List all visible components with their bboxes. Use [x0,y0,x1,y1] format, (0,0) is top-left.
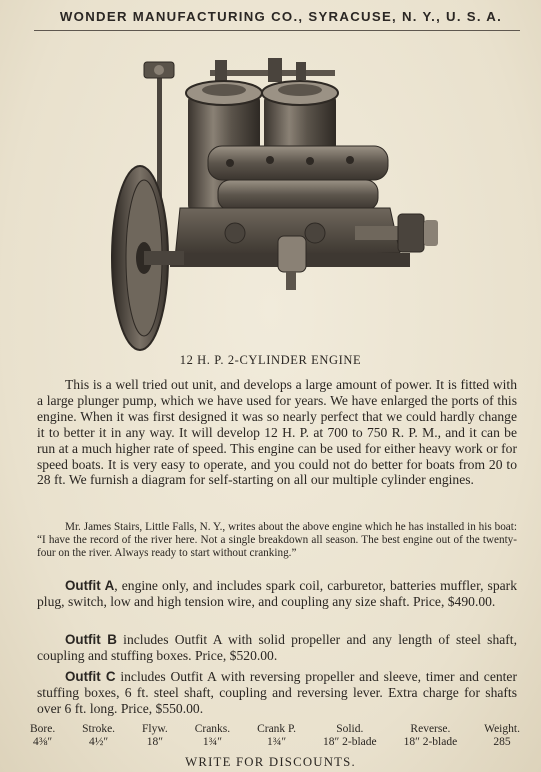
spec-reverse [404,723,458,749]
spec-crank-pin [257,723,296,749]
spec-label: Stroke. [82,723,116,735]
figure-caption: 12 H. P. 2-CYLINDER ENGINE [179,353,362,367]
spec-label: Solid. [336,723,364,735]
spec-value: 1¾″ [202,736,222,748]
spec-cranks [195,723,230,749]
outfit-b [37,632,517,664]
spec-value: 18″ 2-blade [403,736,458,748]
outfit-c [37,669,517,717]
outfit-b-name: Outfit B [65,632,117,647]
spec-label: Weight. [484,723,520,735]
engine-illustration [100,48,450,353]
spec-label: Crank P. [257,723,297,735]
outfit-a [37,578,517,610]
spec-value: 1¾″ [266,736,287,748]
outfit-a-name: Outfit A [65,578,115,593]
spec-label: Bore. [30,723,56,735]
outfit-b-text: includes Outfit A with solid propeller and any length of steel shaft, coupling and stuffing boxes. Price, $520.00. [37,632,517,663]
spec-bore [30,723,55,749]
outfit-c-text: includes Outfit A with reversing propeller and sleeve, timer and center stuffing boxes, 6 ft. steel shaft, coupling and reversing lever. Extra charge for shafts over 6 ft. long. Price, $550.00. [37,669,517,716]
spec-value: 285 [493,736,511,748]
footer-discounts: WRITE FOR DISCOUNTS. [185,755,356,769]
outfit-a-text: , engine only, and includes spark coil, carburetor, batteries muffler, spark plug, switch, low and high tension wire, and coupling any size shaft. Price, $490.00. [37,578,517,609]
spec-table [30,723,520,749]
spec-flywheel [142,723,168,749]
spec-label: Flyw. [141,723,168,735]
engine-description: This is a well tried out unit, and develops a large amount of power. It is fitted with a large plunger pump, which we have used for years. We have enlarged the ports of this engine. When it was first designed it was so nearly perfect that we could hardly change it to better it in any way. It will develop 12 H. P. at 700 to 750 R. P. M., and it can be run at a much higher rate of speed. This engine can be used for either heavy work or for speed boats. It is very easy to operate, and you could not do better for boats from 20 to 28 ft. We furnish a diagram for self-starting on all our multiple cylinder engines. [37,377,517,488]
spec-stroke [82,723,115,749]
spec-label: Reverse. [410,723,451,735]
spec-value: 18″ 2-blade [322,736,377,748]
testimonial: Mr. James Stairs, Little Falls, N. Y., writes about the above engine which he has installed in his boat: “I have the record of the river here. Not a single breakdown all season. The best engine out of the twenty-four on the river. Always ready to start without cranking.” [37,521,517,559]
header-rule [34,30,520,31]
page-header: WONDER MANUFACTURING CO., SYRACUSE, N. Y., U. S. A. [59,9,503,24]
outfit-c-name: Outfit C [65,669,116,684]
spec-label: Cranks. [194,723,231,735]
spec-value: 4½″ [89,736,109,748]
spec-value: 18″ [146,736,164,748]
spec-value: 4⅜″ [33,736,53,748]
spec-weight [484,723,520,749]
spec-solid [323,723,377,749]
